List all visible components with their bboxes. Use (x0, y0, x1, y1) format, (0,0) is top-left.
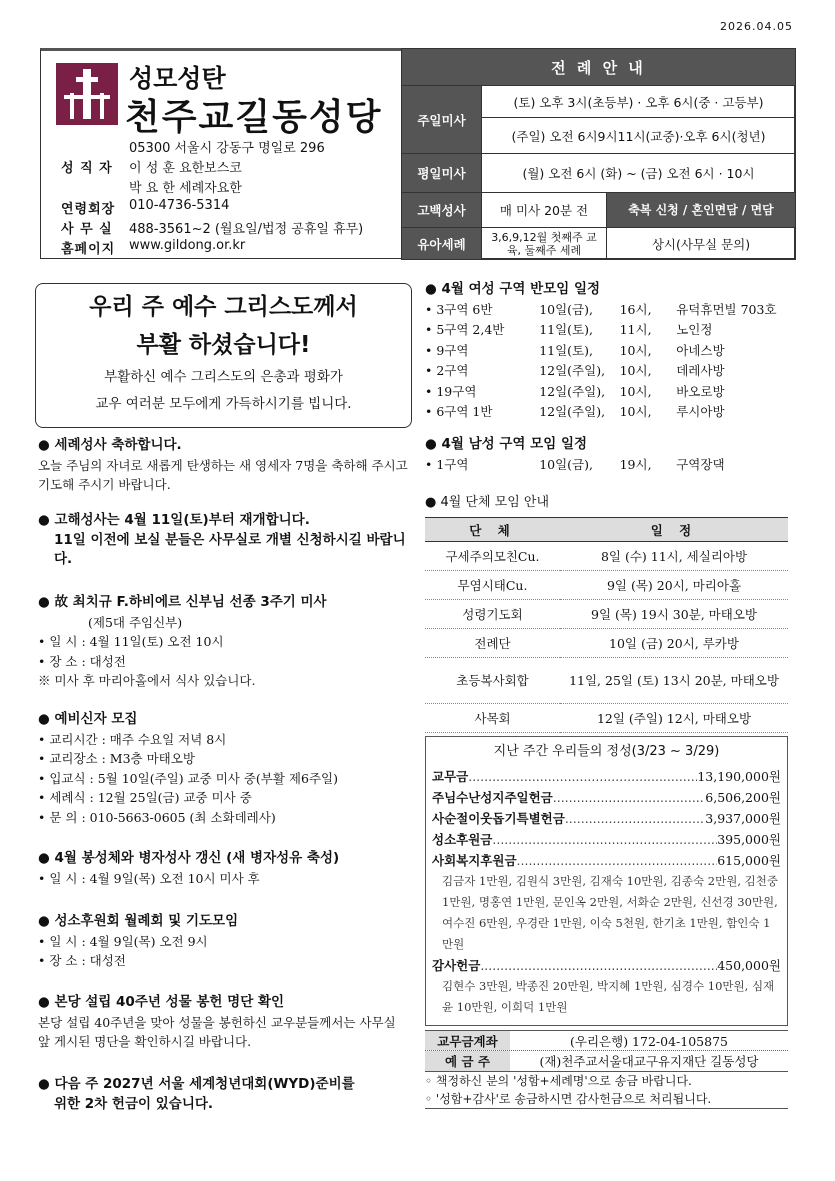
women-meetings: ● 4월 여성 구역 반모임 일정 • 3구역 6반 10일(금), 16시, 유덕휴먼빌 703호 • 5구역 2,4반 11일(토), 11시, 노인정 • 9구역 11일(토), 10시, 아네스방 • 2구역 12일(주일), 10시, 데레사방 • 19구역 12일(주일), 10시, 바오로방 • 6구역 1반 12일(주일), 10시, 루시아방 (425, 280, 795, 423)
easter-line-1: 부활하신 예수 그리스도의 은총과 평화가 (104, 369, 343, 385)
group-row: 성령기도회 9일 (목) 19시 30분, 마태오방 (425, 600, 788, 629)
liturgy-title: 전 례 안 내 (402, 49, 796, 86)
blessing-anytime: 상시(사무실 문의) (607, 228, 796, 260)
meeting-row: • 3구역 6반 10일(금), 16시, 유덕휴먼빌 703호 (425, 301, 777, 317)
easter-line-2: 교우 여러분 모두에게 가득하시기를 빕니다. (95, 396, 352, 412)
section-anointing: ● 4월 봉성체와 병자성사 갱신 (새 병자성유 축성) • 일 시 : 4월 9일(목) 오전 10시 미사 후 (38, 850, 340, 886)
infant-baptism-label: 유아세례 (402, 228, 482, 260)
infant-baptism: 3,6,9,12월 첫째주 교육, 둘째주 세례 (482, 228, 607, 260)
account-note-2: ◦ '성함+감사'로 송금하시면 감사헌금으로 처리됩니다. (425, 1090, 788, 1109)
section-memorial-mass: ● 故 최치규 F.하비에르 신부님 선종 3주기 미사 (제5대 주임신부) • 일 시 : 4월 11일(토) 오전 10시 • 장 소 : 대성전 ※ 미사 후 마리아홀에서 식사 있습니다. (38, 594, 327, 688)
weekday-mass-label: 평일미사 (402, 154, 482, 193)
group-row: 구세주의모친Cu. 8일 (수) 11시, 세실리아방 (425, 542, 788, 571)
section-catechumen: ● 예비신자 모집 • 교리시간 : 매주 수요일 저녁 8시 • 교리장소 : M3층 마태오방 • 입교식 : 5월 10일(주일) 교중 미사 중(부활 제6주일) • 세례식 : 12월 25일(금) 교중 미사 중 • 문 의 : 010-5663-0605 (최 소화데레사) (38, 711, 338, 825)
offering-line: 사순절이웃돕기특별헌금 ..... 3,937,000원 (432, 808, 781, 829)
info-priest-2: 박 요 한 세례자요한 (129, 181, 242, 196)
section-vocation-support: ● 성소후원회 월례회 및 기도모임 • 일 시 : 4월 9일(목) 오전 9시 • 장 소 : 대성전 (38, 913, 239, 968)
confession-time: 매 미사 20분 전 (482, 193, 607, 228)
offering-line: 성소후원금 ..... 395,000원 (432, 829, 781, 850)
meeting-row: • 5구역 2,4반 11일(토), 11시, 노인정 (425, 322, 713, 337)
group-row: 초등복사회합 11일, 25일 (토) 13시 20분, 마태오방 (425, 658, 788, 704)
section-anniversary: ● 본당 설립 40주년 성물 봉헌 명단 확인 본당 설립 40주년을 맞아 성물을 봉헌하신 교우분들께서는 사무실 앞 게시된 명단을 확인하시길 바랍니다. (38, 994, 396, 1049)
offering-line: 교무금 ..... 13,190,000원 (432, 766, 781, 787)
meeting-row: • 6구역 1반 12일(주일), 10시, 루시아방 (425, 404, 725, 419)
sunday-mass-sat: (토) 오후 3시(초등부) · 오후 6시(중 · 고등부) (482, 86, 796, 118)
groups-title: ● 4월 단체 모임 안내 (425, 495, 550, 510)
groups-table (425, 517, 788, 733)
group-row: 무염시태Cu. 9일 (목) 20시, 마리아홀 (425, 571, 788, 600)
groups-header-name: 단 체 (425, 518, 560, 542)
info-funeral: 연령회장 010-4736-5314 (61, 198, 230, 217)
meeting-row: • 9구역 11일(토), 10시, 아네스방 (425, 342, 725, 358)
easter-greeting-box (35, 283, 412, 428)
welfare-donors: 김금자 1만원, 김원식 3만원, 김재숙 10만원, 김종숙 2만원, 김천중 1만원, 명홍연 1만원, 문인옥 2만원, 서화순 2만원, 신선경 30만원, 여수진 6만원, 우경란 1만원, 이숙 5천원, 한기초 1만원, 함인숙 1만원 (442, 874, 778, 951)
meeting-row: • 2구역 12일(주일), 10시, 데레사방 (425, 363, 725, 378)
offering-box (425, 736, 788, 1026)
blessing-label: 축복 신청 / 혼인면담 / 면담 (607, 193, 796, 228)
men-meetings: ● 4월 남성 구역 모임 일정 • 1구역 10일(금), 19시, 구역장댁 (425, 435, 795, 475)
groups-header-schedule: 일 정 (560, 518, 788, 542)
info-homepage: 홈페이지 www.gildong.or.kr (61, 238, 246, 257)
meeting-row: • 1구역 10일(금), 19시, 구역장댁 (425, 456, 725, 472)
easter-title-1: 우리 주 예수 그리스도께서 (89, 294, 358, 320)
account-info: 교무금계좌 (우리은행) 172-04-105875 예 금 주 (재)천주교서울대교구유지재단 길동성당 ◦ 책정하신 분의 '성함+세례명'으로 송금 바랍니다. ◦ '성함+감사'로 송금하시면 감사헌금으로 처리됩니다. (425, 1030, 788, 1109)
offering-title: 지난 주간 우리들의 정성(3/23 ~ 3/29) (493, 744, 720, 759)
sunday-mass-label: 주일미사 (402, 86, 482, 154)
address: 05300 서울시 강동구 명일로 296 (129, 141, 325, 156)
meeting-row: • 19구역 12일(주일), 10시, 바오로방 (425, 383, 725, 399)
confession-label: 고백성사 (402, 193, 482, 228)
account-note-1: ◦ 책정하신 분의 '성함+세례명'으로 송금 바랍니다. (425, 1074, 692, 1088)
thanks-donors: 김현수 3만원, 박종진 20만원, 박지혜 1만원, 심경수 10만원, 심재윤 10만원, 이희덕 1만원 (442, 979, 775, 1014)
account-number: (우리은행) 172-04-105875 (570, 1034, 728, 1049)
account-holder: (재)천주교서울대교구유지재단 길동성당 (539, 1054, 759, 1069)
section-baptism: ● 세례성사 축하합니다. 오늘 주님의 자녀로 새롭게 탄생하는 새 영세자 7명을 축하해 주시고 기도해 주시기 바랍니다. (38, 437, 408, 492)
liturgy-table (401, 48, 796, 260)
issue-date: 2026.04.05 (720, 20, 793, 33)
info-office: 사 무 실 488-3561~2 (월요일/법정 공휴일 휴무) (61, 222, 364, 237)
group-row: 사목회 12일 (주일) 12시, 마태오방 (425, 704, 788, 733)
info-priest-1: 성 직 자 이 성 훈 요한보스코 (61, 161, 242, 176)
weekday-mass: (월) 오전 6시 (화) ~ (금) 오전 6시 · 10시 (482, 154, 796, 193)
church-name: 천주교길동성당 (125, 97, 383, 138)
church-subtitle: 성모성탄 (129, 64, 226, 93)
sunday-mass-sun: (주일) 오전 6시9시11시(교중)·오후 6시(청년) (482, 118, 796, 154)
section-confession: ● 고해성사는 4월 11일(토)부터 재개합니다. 11일 이전에 보실 분들은 사무실로 개별 신청하시길 바랍니다. (38, 512, 406, 567)
church-logo-icon (56, 63, 118, 125)
header (40, 48, 795, 259)
offering-line: 사회복지후원금 ..... 615,000원 (432, 850, 781, 871)
easter-title-2: 부활 하셨습니다! (136, 332, 311, 358)
offering-line-thanks: 감사헌금 ..... 450,000원 (432, 955, 781, 976)
group-row: 전례단 10일 (금) 20시, 루카방 (425, 629, 788, 658)
section-wyd: ● 다음 주 2027년 서울 세계청년대회(WYD)준비를 위한 2차 헌금이 있습니다. (38, 1076, 355, 1112)
offering-line: 주님수난성지주일헌금 ..... 6,506,200원 (432, 787, 781, 808)
